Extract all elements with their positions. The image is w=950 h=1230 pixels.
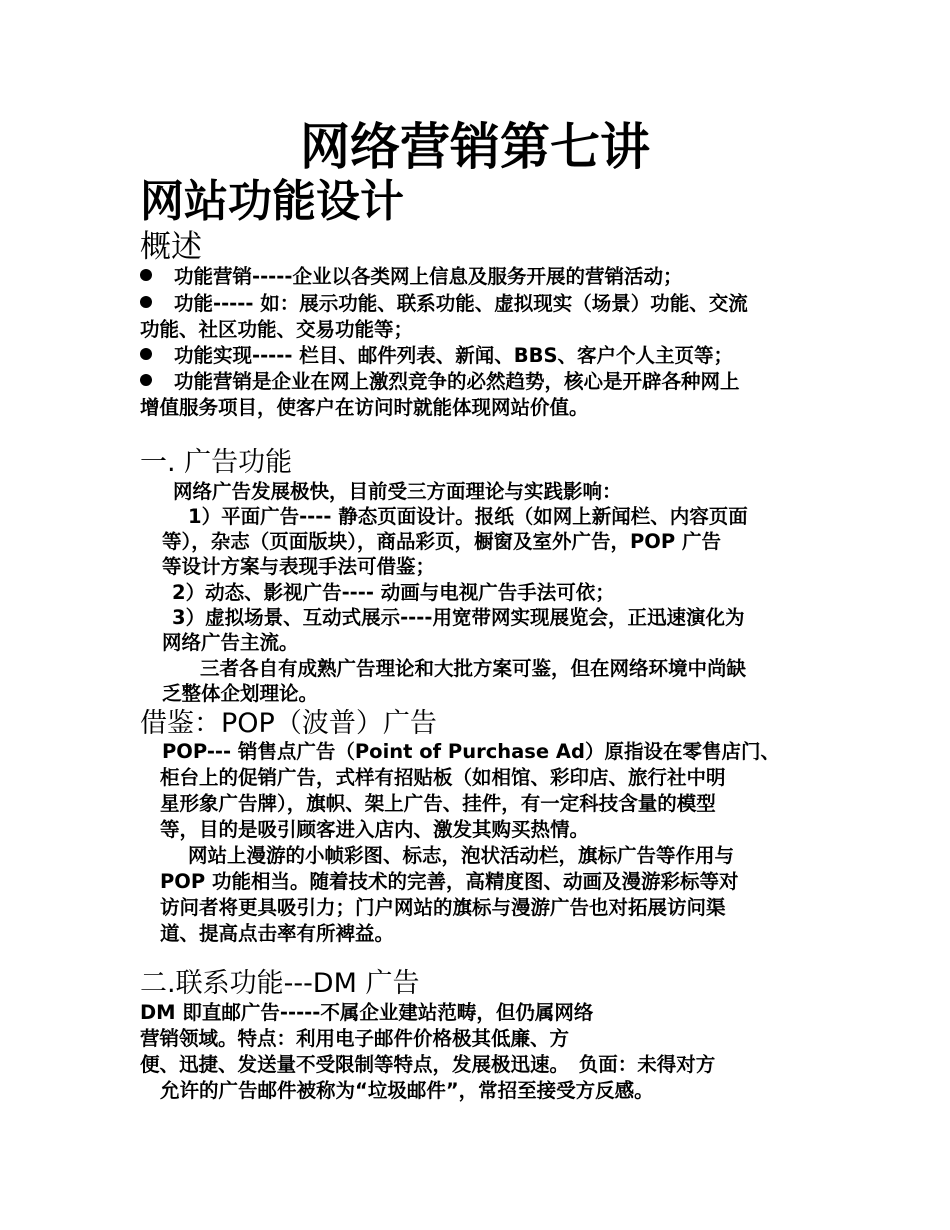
bullet-dot-icon [140, 269, 152, 281]
pop-heading: 借鉴：POP（波普）广告 [140, 708, 437, 739]
overview-bullet [140, 294, 748, 314]
overview-bullet [140, 372, 740, 392]
paragraph-line: 等），杂志（页面版块），商品彩页，橱窗及室外广告，POP 广告 [162, 530, 721, 553]
bullet-text: 功能营销-----企业以各类网上信息及服务开展的营销活动； [174, 265, 683, 288]
paragraph-line: DM 即直邮广告-----不属企业建站范畴，但仍属网络 [140, 1001, 594, 1024]
paragraph-line: 1）平面广告---- 静态页面设计。报纸（如网上新闻栏、内容页面 [188, 505, 748, 528]
bullet-text: 功能营销是企业在网上激烈竞争的必然趋势，核心是开辟各种网上 [174, 370, 740, 393]
paragraph-line: POP--- 销售点广告（Point of Purchase Ad）原指设在零售店门、 [162, 740, 780, 763]
paragraph-line: 营销领域。特点：利用电子邮件价格极其低廉、方 [140, 1027, 570, 1050]
overview-bullet [140, 346, 733, 366]
paragraph-line: 柜台上的促销广告，式样有招贴板（如相馆、彩印店、旅行社中明 [160, 766, 726, 789]
paragraph-line: 道、提高点击率有所裨益。 [160, 922, 395, 945]
bullet-continuation: 增值服务项目，使客户在访问时就能体现网站价值。 [140, 396, 589, 419]
bullet-text: 功能----- 如：展示功能、联系功能、虚拟现实（场景）功能、交流 [174, 292, 748, 315]
document-subtitle: 网站功能设计 [140, 176, 404, 227]
paragraph-line: 等，目的是吸引顾客进入店内、激发其购买热情。 [160, 818, 590, 841]
paragraph-line: 网络广告主流。 [162, 631, 299, 654]
paragraph-line: 允许的广告邮件被称为“垃圾邮件”，常招至接受方反感。 [160, 1079, 654, 1102]
paragraph-line: 三者各自有成熟广告理论和大批方案可鉴，但在网络环境中尚缺 [200, 657, 747, 680]
bullet-dot-icon [140, 296, 152, 308]
bullet-text: 功能实现----- 栏目、邮件列表、新闻、BBS、客户个人主页等； [174, 344, 734, 367]
paragraph-line: 网站上漫游的小帧彩图、标志，泡状活动栏，旗标广告等作用与 [188, 844, 735, 867]
paragraph-line: 便、迅捷、发送量不受限制等特点，发展极迅速。 负面：未得对方 [140, 1053, 716, 1076]
overview-bullet [140, 267, 682, 287]
bullet-continuation: 功能、社区功能、交易功能等； [140, 318, 414, 341]
paragraph-line: 网络广告发展极快，目前受三方面理论与实践影响： [173, 480, 622, 503]
paragraph-line: 等设计方案与表现手法可借鉴； [162, 555, 436, 578]
paragraph-line: 2）动态、影视广告---- 动画与电视广告手法可依； [172, 581, 615, 604]
document-title: 网络营销第七讲 [300, 118, 650, 176]
bullet-dot-icon [140, 348, 152, 360]
bullet-dot-icon [140, 374, 152, 386]
paragraph-line: 星形象广告牌），旗帜、架上广告、挂件，有一定科技含量的模型 [160, 792, 716, 815]
paragraph-line: POP 功能相当。随着技术的完善，高精度图、动画及漫游彩标等对 [160, 870, 739, 893]
paragraph-line: 乏整体企划理论。 [162, 682, 319, 705]
paragraph-line: 3）虚拟场景、互动式展示----用宽带网实现展览会，正迅速演化为 [172, 606, 745, 629]
ads-heading: 一. 广告功能 [140, 447, 293, 478]
paragraph-line: 访问者将更具吸引力；门户网站的旗标与漫游广告也对拓展访问渠 [160, 896, 726, 919]
overview-heading: 概述 [140, 229, 202, 265]
dm-heading: 二.联系功能---DM 广告 [140, 968, 420, 999]
